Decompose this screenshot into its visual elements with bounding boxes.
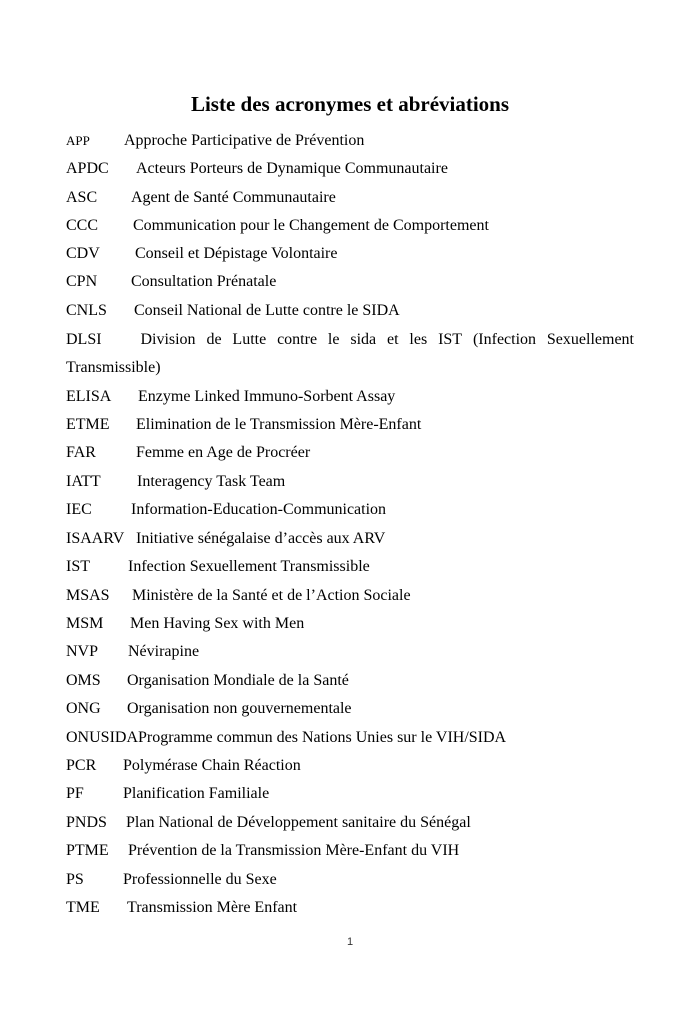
definition: Ministère de la Santé et de l’Action Sociale — [132, 587, 411, 604]
acronym: ASC — [66, 189, 98, 206]
definition-word: le — [327, 331, 340, 348]
acronym: MSM — [66, 615, 104, 632]
acronym: PTME — [66, 842, 109, 859]
definition: Men Having Sex with Men — [130, 615, 305, 632]
definition: Infection Sexuellement Transmissible — [128, 558, 370, 575]
acronym: APP — [66, 133, 90, 148]
acronym: IST — [66, 558, 90, 575]
definition: Femme en Age de Procréer — [136, 444, 311, 461]
acronym: PS — [66, 871, 84, 888]
acronym: ISAARV — [66, 530, 125, 547]
acronym: PCR — [66, 757, 97, 774]
acronym: DLSI — [66, 331, 102, 348]
acronym: PF — [66, 785, 84, 802]
definition: Interagency Task Team — [137, 473, 286, 490]
definition: Plan National de Développement sanitaire du Sénégal — [126, 814, 471, 831]
definition-word: de — [206, 331, 222, 348]
acronym: OMS — [66, 672, 101, 689]
definition-word: Lutte — [232, 331, 267, 348]
definition: Communication pour le Changement de Comportement — [133, 217, 489, 234]
definition: Prévention de la Transmission Mère-Enfant du VIH — [128, 842, 460, 859]
definition: Polymérase Chain Réaction — [123, 757, 301, 774]
definition: Initiative sénégalaise d’accès aux ARV — [136, 530, 386, 547]
acronym: FAR — [66, 444, 96, 461]
definition: Névirapine — [128, 643, 200, 660]
definition: Consultation Prénatale — [131, 273, 277, 290]
definition-word: les — [409, 331, 428, 348]
acronym: APDC — [66, 160, 109, 177]
acronym: CNLS — [66, 302, 107, 319]
acronym: TME — [66, 899, 100, 916]
acronym: CCC — [66, 217, 99, 234]
definition: Enzyme Linked Immuno-Sorbent Assay — [138, 388, 396, 405]
definition-word: contre — [277, 331, 318, 348]
definition-word: sida — [350, 331, 377, 348]
definition: Programme commun des Nations Unies sur le VIH/SIDA — [138, 729, 507, 746]
acronym: ONUSIDA — [66, 729, 138, 746]
definition: Acteurs Porteurs de Dynamique Communautaire — [136, 160, 448, 177]
definition-word: Division — [140, 331, 196, 348]
definition-word: Sexuellement — [546, 331, 634, 348]
definition-continuation: Transmissible) — [66, 359, 161, 376]
definition-word: (Infection — [472, 331, 537, 348]
page-title: Liste des acronymes et abréviations — [190, 92, 510, 116]
definition: Professionnelle du Sexe — [123, 871, 277, 888]
definition: Information-Education-Communication — [131, 501, 387, 518]
acronym: ONG — [66, 700, 101, 717]
acronym: MSAS — [66, 587, 110, 604]
definition: Agent de Santé Communautaire — [131, 189, 336, 206]
acronym: IEC — [66, 501, 92, 518]
definition: Conseil et Dépistage Volontaire — [135, 245, 338, 262]
definition: Conseil National de Lutte contre le SIDA — [134, 302, 400, 319]
acronym: IATT — [66, 473, 101, 490]
acronym: ELISA — [66, 388, 112, 405]
acronym: NVP — [66, 643, 99, 660]
acronym: PNDS — [66, 814, 107, 831]
definition: Elimination de le Transmission Mère-Enfant — [136, 416, 422, 433]
definition-word: IST — [438, 331, 463, 348]
definition: Organisation non gouvernementale — [127, 700, 352, 717]
definition: Approche Participative de Prévention — [124, 132, 365, 149]
definition: Planification Familiale — [123, 785, 270, 802]
acronym: CPN — [66, 273, 98, 290]
acronym: CDV — [66, 245, 100, 262]
acronym: ETME — [66, 416, 110, 433]
definition: Transmission Mère Enfant — [127, 899, 298, 916]
definition-word: et — [387, 331, 399, 348]
definition: Organisation Mondiale de la Santé — [127, 672, 349, 689]
page-number: 1 — [346, 936, 354, 948]
acronym-row-wrapped — [66, 328, 634, 352]
